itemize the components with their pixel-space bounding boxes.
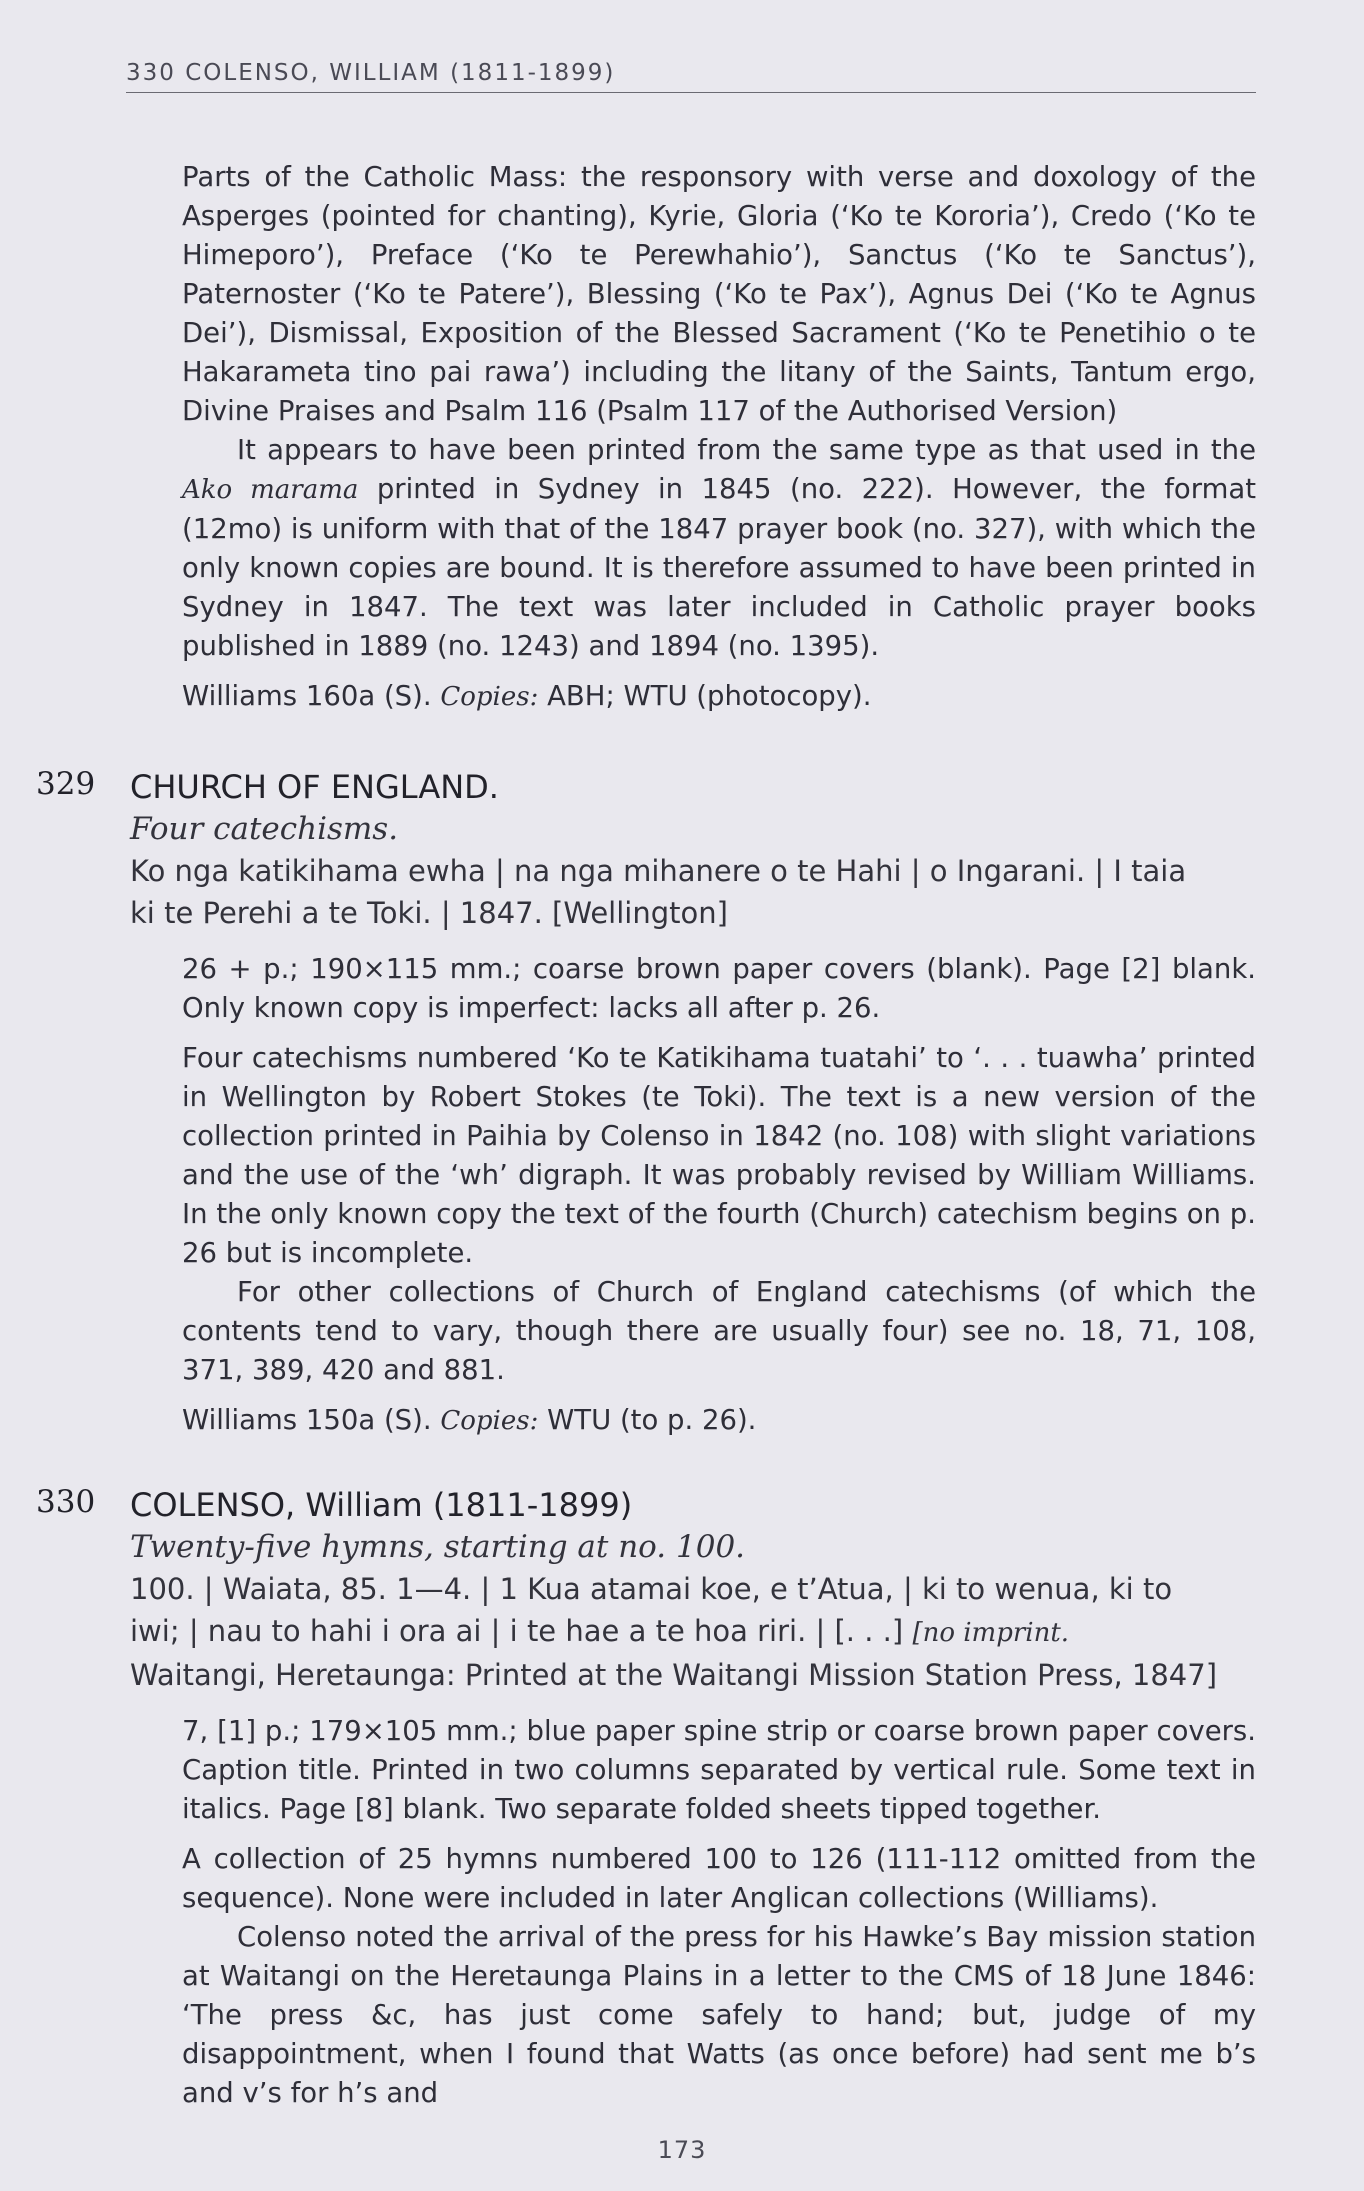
entry-330-body xyxy=(182,1712,1256,2113)
italic-title: Ako marama xyxy=(182,475,359,505)
note-paragraph-2: Colenso noted the arrival of the press for his Hawke’s Bay mission station at Waitangi on the Heretaunga Plains in a letter to the CMS of 18 June 1846: ‘The press &c, has just come safely to hand; but, judge of my disappointment, when I found that Watts (as once before) had sent me b’s and v’s for h’s and xyxy=(182,1921,1256,2109)
transcribed-title-line-2: iwi; | nau to hahi i ora ai | i te hae a te hoa riri. | [. . .] [no imprint. xyxy=(130,1614,1070,1648)
entry-number: 329 xyxy=(36,766,96,802)
entry-subtitle: Twenty-five hymns, starting at no. 100. xyxy=(130,1529,746,1565)
transcribed-title-line-3: Waitangi, Heretaunga: Printed at the Waitangi Mission Station Press, 1847] xyxy=(130,1658,1218,1692)
collation: 26 + p.; 190×115 mm.; coarse brown paper covers (blank). Page [2] blank. Only known copy is imperfect: lacks all after p. 26. xyxy=(182,953,1256,1024)
note-paragraph-2: For other collections of Church of England catechisms (of which the contents tend to vary, though there are usually four) see no. 18, 71, 108, 371, 389, 420 and 881. xyxy=(182,1276,1256,1386)
continuation-section xyxy=(182,158,1256,717)
entry-title: COLENSO, William xyxy=(130,1486,423,1524)
continuation-reference: Williams 160a (S). Copies: ABH; WTU (photocopy). xyxy=(182,680,872,712)
collation: 7, [1] p.; 179×105 mm.; blue paper spine strip or coarse brown paper covers. Caption title. Printed in two columns separated by vertical rule. Some text in italics. Page [8] blank. Two separate folded sheets tipped together. xyxy=(182,1715,1256,1825)
page-number: 173 xyxy=(657,2136,707,2164)
entry-title: CHURCH OF ENGLAND. xyxy=(130,768,499,806)
entry-329-heading xyxy=(36,766,1266,946)
entry-reference: Williams 150a (S). Copies: WTU (to p. 26). xyxy=(182,1404,757,1436)
entry-330-heading xyxy=(36,1484,1266,1704)
entry-dates: (1811-1899) xyxy=(432,1486,633,1524)
entry-number: 330 xyxy=(36,1484,96,1520)
transcribed-title-line-2: ki te Perehi a te Toki. | 1847. [Wellington] xyxy=(130,896,728,930)
continuation-paragraph-2: It appears to have been printed from the same type as that used in the Ako marama printed in Sydney in 1845 (no. 222). However, the format (12mo) is uniform with that of the 1847 prayer book (no. 327), with which the only known copies are bound. It is therefore assumed to have been printed in Sydney in 1847. The text was later included in Catholic prayer books published in 1889 (no. 1243) and 1894 (no. 1395). xyxy=(182,434,1256,662)
entry-subtitle: Four catechisms. xyxy=(130,811,399,847)
entry-329-body xyxy=(182,950,1256,1441)
note-paragraph-1: Four catechisms numbered ‘Ko te Katikihama tuatahi’ to ‘. . . tuawha’ printed in Wellington by Robert Stokes (te Toki). The text is a new version of the collection printed in Paihia by Colenso in 1842 (no. 108) with slight variations and the use of the ‘wh’ digraph. It was probably revised by William Williams. In the only known copy the text of the fourth (Church) catechism begins on p. 26 but is incomplete. xyxy=(182,1042,1256,1269)
transcribed-title-line-1: Ko nga katikihama ewha | na nga mihanere o te Hahi | o Ingarani. | I taia xyxy=(130,854,1187,888)
transcribed-title-line-1: 100. | Waiata, 85. 1—4. | 1 Kua atamai koe, e t’Atua, | ki to wenua, ki to xyxy=(130,1572,1173,1606)
running-head: 330 COLENSO, WILLIAM (1811-1899) xyxy=(126,60,1256,93)
note-paragraph-1: A collection of 25 hymns numbered 100 to 126 (111-112 omitted from the sequence). None were included in later Anglican collections (Williams). xyxy=(182,1843,1256,1914)
continuation-paragraph-1: Parts of the Catholic Mass: the responsory with verse and doxology of the Asperges (pointed for chanting), Kyrie, Gloria (‘Ko te Kororia’), Credo (‘Ko te Himeporo’), Preface (‘Ko te Perewhahio’), Sanctus (‘Ko te Sanctus’), Paternoster (‘Ko te Patere’), Blessing (‘Ko te Pax’), Agnus Dei (‘Ko te Agnus Dei’), Dismissal, Exposition of the Blessed Sacrament (‘Ko te Penetihio o te Hakarameta tino pai rawa’) including the litany of the Saints, Tantum ergo, Divine Praises and Psalm 116 (Psalm 117 of the Authorised Version) xyxy=(182,161,1256,427)
